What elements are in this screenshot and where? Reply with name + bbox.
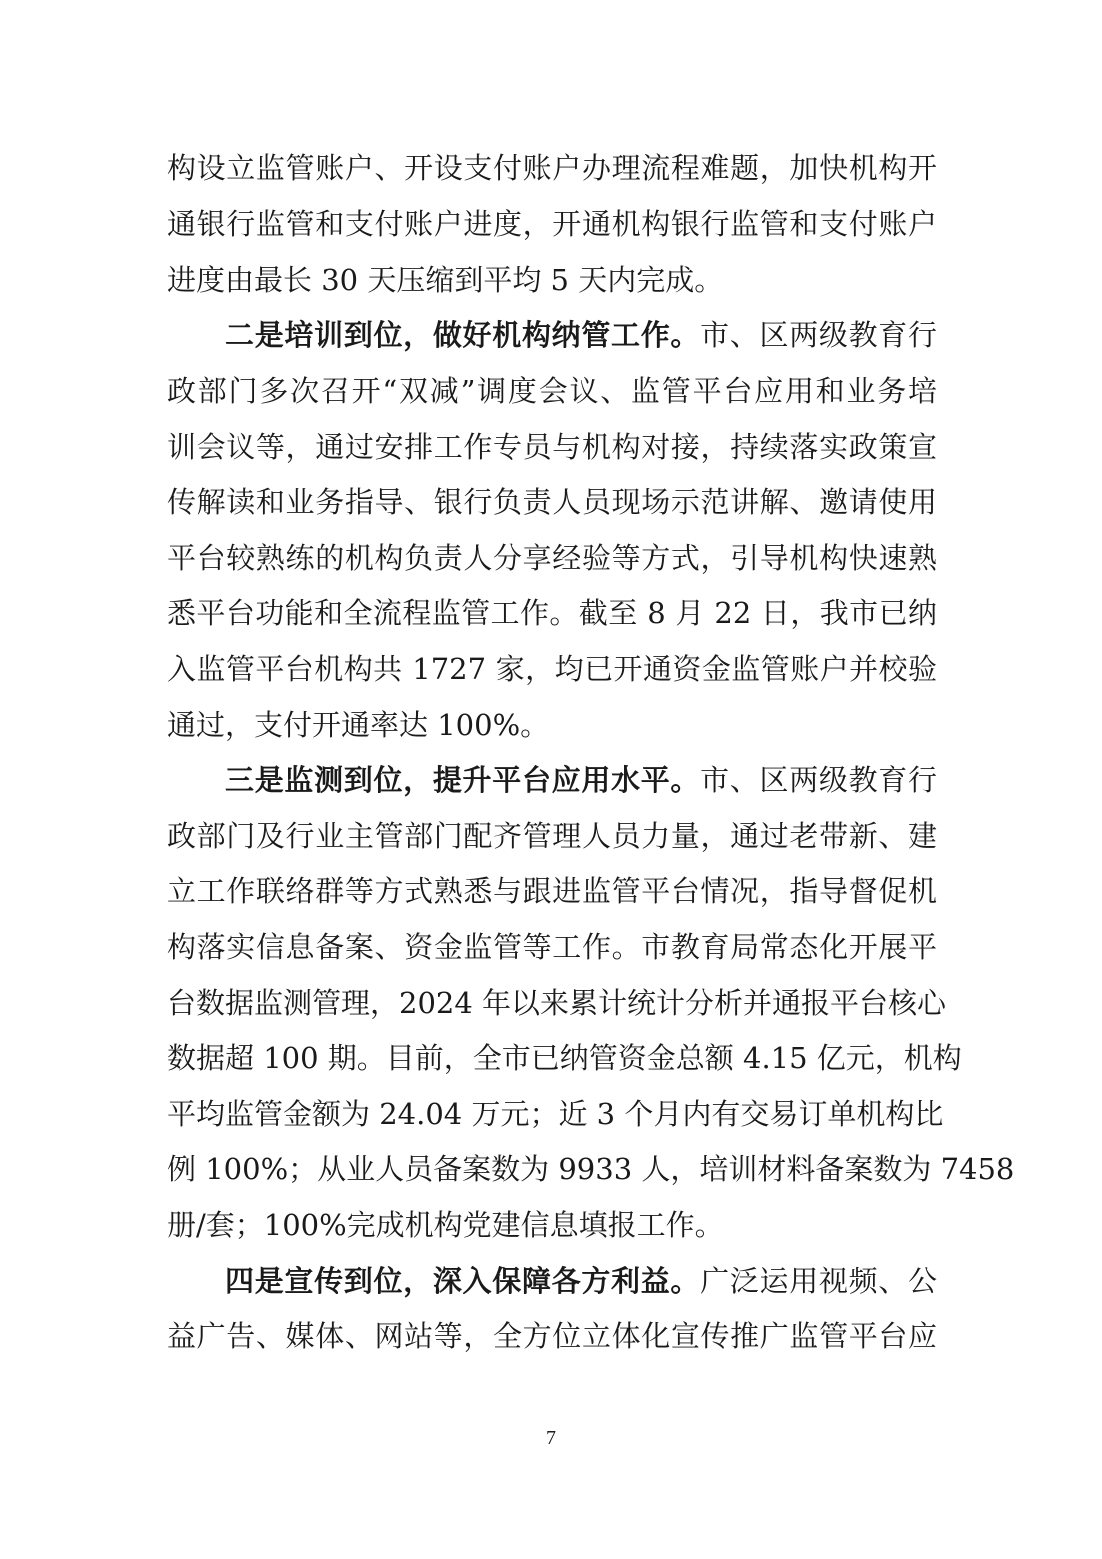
body-line: 进度由最长 30 天压缩到平均 5 天内完成。 [167,263,724,297]
body-line: 构设立监管账户、开设支付账户办理流程难题，加快机构开 [167,151,937,185]
body-line: 立工作联络群等方式熟悉与跟进监管平台情况，指导督促机 [167,874,937,908]
body-line: 例 100%；从业人员备案数为 9933 人，培训材料备案数为 7458 [167,1152,1015,1186]
body-line: 平台较熟练的机构负责人分享经验等方式，引导机构快速熟 [167,541,937,575]
paragraph-lead: 市、区两级教育行 [700,763,937,797]
paragraph-lead: 市、区两级教育行 [700,318,937,352]
body-line: 通银行监管和支付账户进度，开通机构银行监管和支付账户 [167,207,937,241]
body-line: 益广告、媒体、网站等，全方位立体化宣传推广监管平台应 [167,1319,937,1353]
body-line: 训会议等，通过安排工作专员与机构对接，持续落实政策宣 [167,430,937,464]
body-line: 政部门多次召开“双减”调度会议、监管平台应用和业务培 [167,374,937,408]
body-line: 政部门及行业主管部门配齐管理人员力量，通过老带新、建 [167,819,937,853]
paragraph-lead: 广泛运用视频、公 [700,1264,937,1298]
body-line: 通过，支付开通率达 100%。 [167,708,550,742]
page-number: 7 [546,1427,556,1449]
paragraph-heading-line [225,313,937,357]
body-line: 册/套；100%完成机构党建信息填报工作。 [167,1208,724,1242]
paragraph-heading: 四是宣传到位，深入保障各方利益。 [225,1264,701,1298]
body-line: 平均监管金额为 24.04 万元；近 3 个月内有交易订单机构比 [167,1097,944,1131]
body-line: 入监管平台机构共 1727 家，均已开通资金监管账户并校验 [167,652,937,686]
body-line: 台数据监测管理，2024 年以来累计统计分析并通报平台核心 [167,986,947,1020]
paragraph-heading-line [225,1259,937,1303]
paragraph-heading: 二是培训到位，做好机构纳管工作。 [225,318,701,352]
paragraph-heading: 三是监测到位，提升平台应用水平。 [225,763,701,797]
body-line: 构落实信息备案、资金监管等工作。市教育局常态化开展平 [167,930,937,964]
body-line: 悉平台功能和全流程监管工作。截至 8 月 22 日，我市已纳 [167,596,937,630]
body-line: 传解读和业务指导、银行负责人员现场示范讲解、邀请使用 [167,485,937,519]
paragraph-heading-line [225,758,937,802]
body-line: 数据超 100 期。目前，全市已纳管资金总额 4.15 亿元，机构 [167,1041,962,1075]
